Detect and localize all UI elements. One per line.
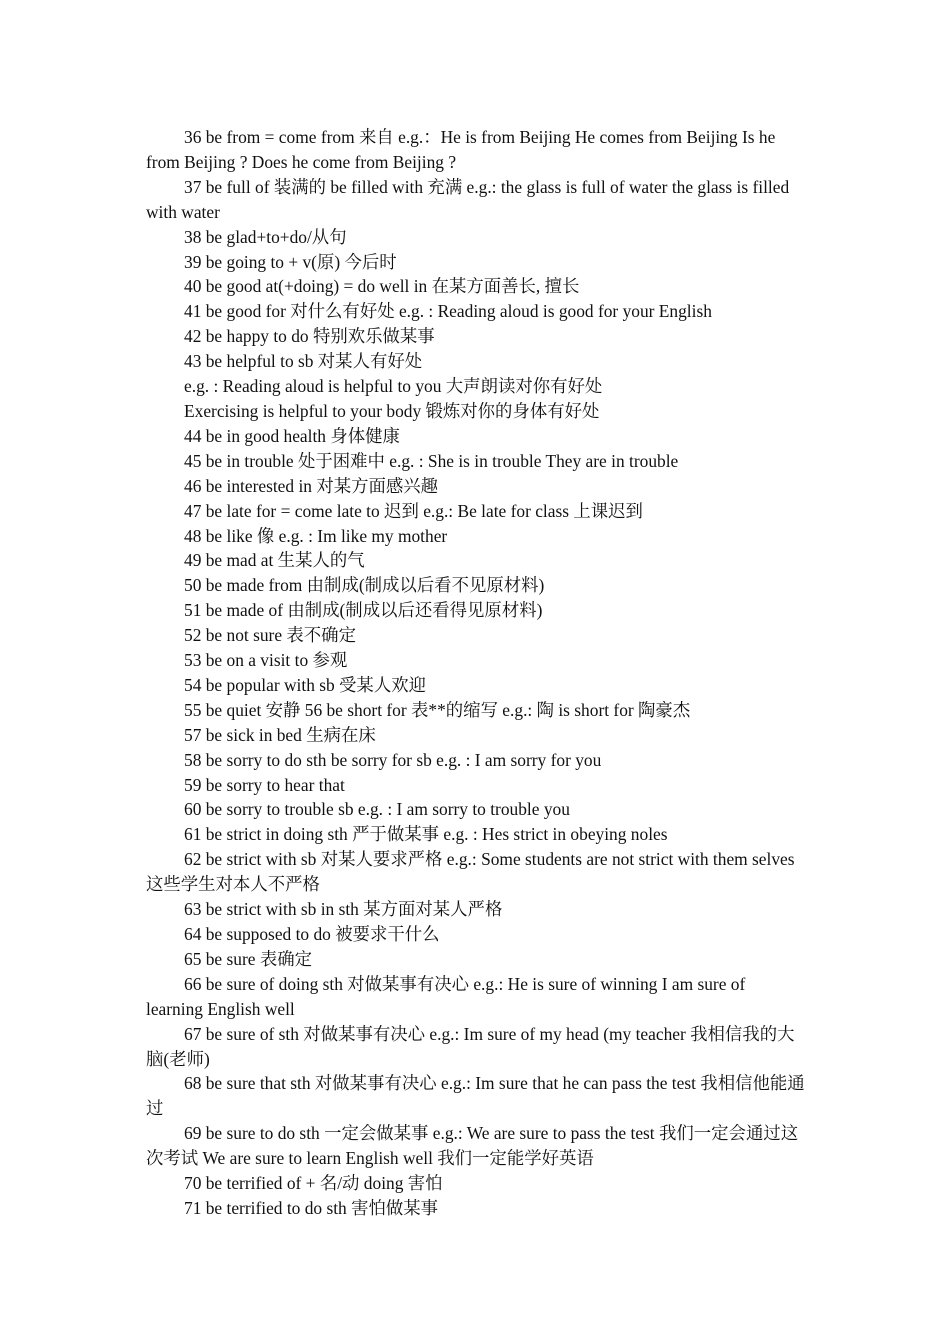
entry-50: 50 be made from 由制成(制成以后看不见原材料) [184,575,545,596]
entry-58: 58 be sorry to do sth be sorry for sb e.g. : I am sorry for you [184,749,602,770]
entry-57: 57 be sick in bed 生病在床 [184,724,376,745]
entry-39: 39 be going to + v(原) 今后时 [184,251,397,272]
entry-60: 60 be sorry to trouble sb e.g. : I am sorry to trouble you [184,799,570,820]
entry-64: 64 be supposed to do 被要求干什么 [184,924,440,944]
entry-43-example-2: Exercising is helpful to your body 锻炼对你的身体有好处 [184,400,600,421]
entry-42: 42 be happy to do 特别欢乐做某事 [184,326,435,347]
entry-68: 68 be sure that sth 对做某事有决心 e.g.: Im sure that he can pass the test 我相信他能通过 [146,1073,805,1119]
entry-40: 40 be good at(+doing) = do well in 在某方面善长, 擅长 [184,276,580,297]
entry-47: 47 be late for = come late to 迟到 e.g.: Be late for class 上课迟到 [184,500,643,521]
entry-62: 62 be strict with sb 对某人要求严格 e.g.: Some students are not strict with them selves 这些学生对本人不严格 [146,849,795,895]
entry-41: 41 be good for 对什么有好处 e.g. : Reading aloud is good for your English [184,301,712,322]
entry-71: 71 be terrified to do sth 害怕做某事 [184,1197,439,1218]
entry-53: 53 be on a visit to 参观 [184,650,348,671]
entry-36: 36 be from = come from 来自 e.g.：He is from Beijing He comes from Beijing Is he from Beijing ? Does he come from Beijing ? [146,127,776,172]
entry-63: 63 be strict with sb in sth 某方面对某人严格 [184,899,503,920]
entry-67: 67 be sure of sth 对做某事有决心 e.g.: Im sure of my head (my teacher 我相信我的大脑(老师) [146,1023,795,1069]
entry-52: 52 be not sure 表不确定 [184,625,356,646]
entry-43: 43 be helpful to sb 对某人有好处 [184,351,423,372]
entry-44: 44 be in good health 身体健康 [184,425,400,446]
entry-54: 54 be popular with sb 受某人欢迎 [184,674,427,695]
entry-65: 65 be sure 表确定 [184,948,312,969]
entry-49: 49 be mad at 生某人的气 [184,550,365,571]
document-body [146,125,806,1221]
entry-48: 48 be like 像 e.g. : Im like my mother [184,525,448,546]
entry-38: 38 be glad+to+do/从句 [184,226,347,247]
entry-46: 46 be interested in 对某方面感兴趣 [184,475,439,496]
entry-45: 45 be in trouble 处于困难中 e.g. : She is in trouble They are in trouble [184,450,679,471]
entry-55-56: 55 be quiet 安静 56 be short for 表**的缩写 e.g.: 陶 is short for 陶豪杰 [184,699,691,720]
entry-66: 66 be sure of doing sth 对做某事有决心 e.g.: He is sure of winning I am sure of learning English well [146,973,746,1019]
entry-37: 37 be full of 装满的 be filled with 充满 e.g.: the glass is full of water the glass is filled with water [146,176,790,222]
entry-59: 59 be sorry to hear that [184,774,345,795]
entry-51: 51 be made of 由制成(制成以后还看得见原材料) [184,600,543,621]
entry-61: 61 be strict in doing sth 严于做某事 e.g. : Hes strict in obeying noles [184,824,668,845]
entry-69: 69 be sure to do sth 一定会做某事 e.g.: We are sure to pass the test 我们一定会通过这次考试 We are sure to learn English well 我们一定能学好英语 [146,1123,799,1169]
entry-70: 70 be terrified of + 名/动 doing 害怕 [184,1173,443,1194]
entry-43-example-1: e.g. : Reading aloud is helpful to you 大声朗读对你有好处 [184,376,603,397]
